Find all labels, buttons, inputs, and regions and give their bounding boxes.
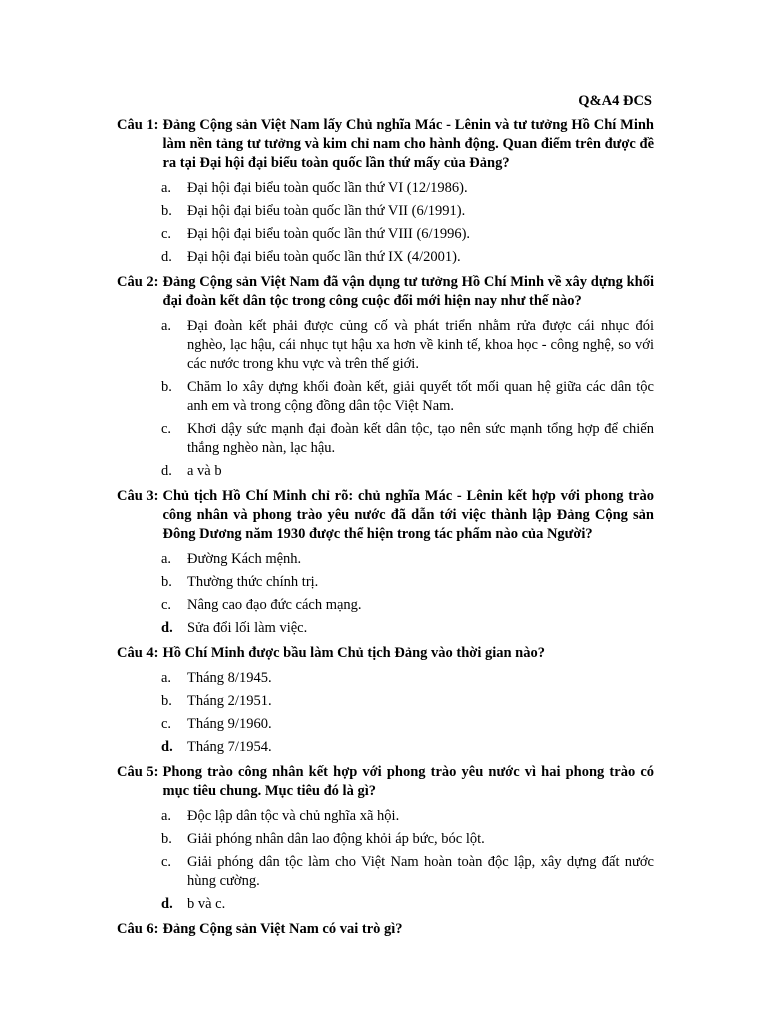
option-item — [117, 692, 654, 711]
option-text: Khơi dậy sức mạnh đại đoàn kết dân tộc, tạo nên sức mạnh tổng hợp để chiến thắng nghèo nàn, lạc hậu. — [187, 421, 654, 456]
document-title: Q&A4 ĐCS — [578, 93, 652, 109]
option-text: Thường thức chính trị. — [187, 574, 319, 590]
question-5 — [117, 763, 654, 914]
option-letter: b. — [161, 693, 172, 709]
question-number: Câu 3: — [117, 488, 159, 504]
question-number: Câu 4: — [117, 645, 159, 661]
option-letter: d. — [161, 896, 173, 912]
option-letter: b. — [161, 379, 172, 395]
option-list — [117, 317, 654, 481]
option-item — [117, 596, 654, 615]
option-text: Độc lập dân tộc và chủ nghĩa xã hội. — [187, 808, 400, 824]
option-item — [117, 738, 654, 757]
option-item — [117, 895, 654, 914]
option-list — [117, 807, 654, 914]
option-text: Chăm lo xây dựng khối đoàn kết, giải quyết tốt mối quan hệ giữa các dân tộc anh em và trong cộng đồng dân tộc Việt Nam. — [187, 379, 654, 414]
question-number: Câu 6: — [117, 921, 159, 937]
option-letter: d. — [161, 739, 173, 755]
option-list — [117, 179, 654, 267]
question-4 — [117, 644, 654, 757]
option-item — [117, 830, 654, 849]
option-item — [117, 378, 654, 416]
question-list — [117, 116, 654, 945]
option-letter: a. — [161, 551, 172, 567]
question-text: Chủ tịch Hồ Chí Minh chỉ rõ: chủ nghĩa Mác - Lênin kết hợp với phong trào công nhân và phong trào yêu nước đã dẫn tới việc thành lập Đảng Cộng sản Đông Dương năm 1930 được thể hiện trong tác phẩm nào của Người? — [162, 488, 654, 542]
option-text: a và b — [187, 463, 222, 479]
question-header — [117, 763, 654, 801]
option-letter: d. — [161, 249, 172, 265]
option-text: Tháng 9/1960. — [187, 716, 272, 732]
question-number: Câu 5: — [117, 764, 159, 780]
question-header — [117, 273, 654, 311]
option-letter: b. — [161, 203, 172, 219]
question-header — [117, 644, 654, 663]
option-item — [117, 248, 654, 267]
option-text: Đại đoàn kết phải được củng cố và phát triển nhằm rửa được cái nhục đói nghèo, lạc hậu, cái nhục tụt hậu xa hơn về kinh tế, khoa học - công nghệ, so với các nước trong khu vực và trên thế giới. — [187, 318, 654, 372]
question-6 — [117, 920, 654, 939]
option-text: Sửa đổi lối làm việc. — [187, 620, 308, 636]
option-item — [117, 420, 654, 458]
option-letter: c. — [161, 597, 172, 613]
option-item — [117, 317, 654, 374]
option-letter: b. — [161, 831, 172, 847]
question-header — [117, 487, 654, 544]
option-item — [117, 550, 654, 569]
option-item — [117, 715, 654, 734]
option-item — [117, 225, 654, 244]
question-text: Đảng Cộng sản Việt Nam đã vận dụng tư tưởng Hồ Chí Minh về xây dựng khối đại đoàn kết dân tộc trong công cuộc đổi mới hiện nay như thế nào? — [162, 274, 654, 309]
option-item — [117, 669, 654, 688]
question-number: Câu 2: — [117, 274, 159, 290]
option-letter: c. — [161, 421, 172, 437]
option-item — [117, 807, 654, 826]
question-2 — [117, 273, 654, 481]
option-text: Đại hội đại biểu toàn quốc lần thứ VIII (6/1996). — [187, 226, 471, 242]
option-letter: a. — [161, 808, 172, 824]
option-list — [117, 550, 654, 638]
option-letter: c. — [161, 854, 172, 870]
option-letter: d. — [161, 620, 173, 636]
option-text: Đại hội đại biểu toàn quốc lần thứ IX (4/2001). — [187, 249, 461, 265]
option-item — [117, 573, 654, 592]
option-letter: c. — [161, 226, 172, 242]
question-text: Đảng Cộng sản Việt Nam có vai trò gì? — [162, 921, 403, 937]
option-text: Tháng 2/1951. — [187, 693, 272, 709]
question-text: Phong trào công nhân kết hợp với phong trào yêu nước vì hai phong trào có mục tiêu chung. Mục tiêu đó là gì? — [162, 764, 654, 799]
question-number: Câu 1: — [117, 117, 159, 133]
option-item — [117, 619, 654, 638]
option-item — [117, 462, 654, 481]
option-letter: c. — [161, 716, 172, 732]
option-text: Giải phóng nhân dân lao động khỏi áp bức, bóc lột. — [187, 831, 485, 847]
option-text: Tháng 8/1945. — [187, 670, 272, 686]
question-header — [117, 920, 654, 939]
question-header — [117, 116, 654, 173]
option-item — [117, 202, 654, 221]
option-item — [117, 179, 654, 198]
option-list — [117, 669, 654, 757]
option-text: Đại hội đại biểu toàn quốc lần thứ VII (6/1991). — [187, 203, 466, 219]
option-text: Đường Kách mệnh. — [187, 551, 302, 567]
option-text: Đại hội đại biểu toàn quốc lần thứ VI (12/1986). — [187, 180, 468, 196]
option-letter: a. — [161, 670, 172, 686]
question-3 — [117, 487, 654, 638]
question-text: Hồ Chí Minh được bầu làm Chủ tịch Đảng vào thời gian nào? — [162, 645, 546, 661]
option-letter: a. — [161, 318, 172, 334]
option-text: Nâng cao đạo đức cách mạng. — [187, 597, 362, 613]
option-text: Giải phóng dân tộc làm cho Việt Nam hoàn toàn độc lập, xây dựng đất nước hùng cường. — [187, 854, 654, 889]
option-letter: d. — [161, 463, 172, 479]
option-item — [117, 853, 654, 891]
option-text: Tháng 7/1954. — [187, 739, 272, 755]
question-1 — [117, 116, 654, 267]
option-letter: a. — [161, 180, 172, 196]
option-text: b và c. — [187, 896, 226, 912]
option-letter: b. — [161, 574, 172, 590]
question-text: Đảng Cộng sản Việt Nam lấy Chủ nghĩa Mác - Lênin và tư tưởng Hồ Chí Minh làm nền tảng tư tưởng và kim chỉ nam cho hành động. Quan điểm trên được đề ra tại Đại hội đại biểu toàn quốc lần thứ mấy của Đảng? — [162, 117, 654, 171]
